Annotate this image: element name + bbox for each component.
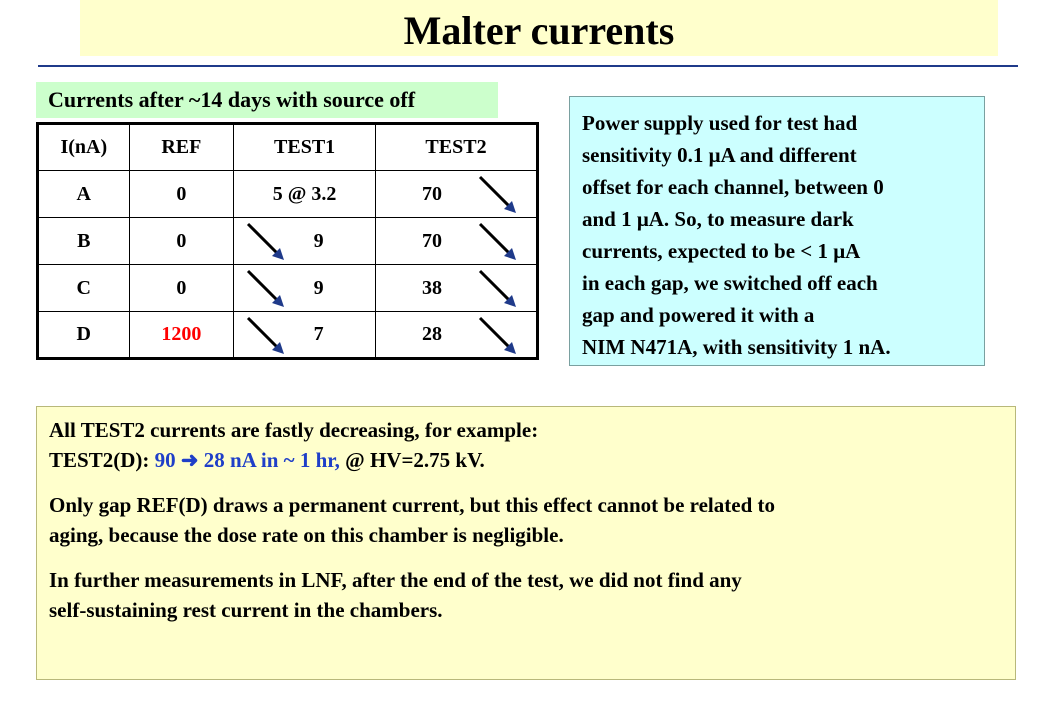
- test2-value: 38: [422, 276, 442, 299]
- info-line: currents, expected to be < 1 μA: [582, 239, 861, 263]
- test2-value: 70: [422, 182, 442, 205]
- table-row-d: [38, 312, 538, 359]
- ref-cell: 0: [129, 171, 234, 218]
- ref-cell: 0: [129, 218, 234, 265]
- table-row-b: [38, 218, 538, 265]
- test1-value: 9: [313, 229, 324, 252]
- header-cell-test1: TEST1: [234, 124, 376, 171]
- test1-value: 7: [313, 323, 324, 345]
- test1-cell: [234, 218, 376, 265]
- example-prefix: TEST2(D):: [49, 448, 155, 472]
- test2-cell: [376, 218, 538, 265]
- decrease-arrow-icon: [476, 220, 520, 264]
- decrease-arrow-icon: [476, 173, 520, 217]
- decrease-arrow-icon: [244, 314, 288, 358]
- test1-cell: [234, 265, 376, 312]
- currents-table: [36, 122, 539, 360]
- ref-cell-high: 1200: [129, 312, 234, 359]
- gap-cell: C: [38, 265, 130, 312]
- header-cell-test2: TEST2: [376, 124, 538, 171]
- decrease-arrow-icon: [244, 220, 288, 264]
- right-arrow-icon: ➜: [180, 448, 199, 472]
- example-start-value: 90: [154, 448, 181, 472]
- test2-value: 28: [422, 323, 442, 345]
- test2-cell: [376, 171, 538, 218]
- info-line: sensitivity 0.1 μA and different: [582, 143, 857, 167]
- note-line: self-sustaining rest current in the chambers.: [49, 598, 443, 622]
- spacer: [49, 550, 1005, 565]
- table-row-a: [38, 171, 538, 218]
- note-line: In further measurements in LNF, after the end of the test, we did not find any: [49, 568, 742, 592]
- test1-value: 9: [313, 276, 324, 299]
- test1-cell: [234, 171, 376, 218]
- test2-cell: [376, 312, 538, 359]
- info-line: in each gap, we switched off each: [582, 271, 878, 295]
- notes-box: [36, 406, 1016, 680]
- table-header-row: [38, 124, 538, 171]
- power-supply-info-box: [569, 96, 985, 366]
- note-line: aging, because the dose rate on this chamber is negligible.: [49, 523, 564, 547]
- page-title: Malter currents: [403, 8, 675, 53]
- test1-cell: [234, 312, 376, 359]
- info-line: and 1 μA. So, to measure dark: [582, 207, 854, 231]
- note-line-example: [49, 445, 1005, 475]
- gap-cell: D: [38, 312, 130, 359]
- spacer: [49, 475, 1005, 490]
- info-line: offset for each channel, between 0: [582, 175, 884, 199]
- gap-cell: A: [38, 171, 130, 218]
- header-cell-gap: I(nA): [38, 124, 130, 171]
- gap-cell: B: [38, 218, 130, 265]
- test2-value: 70: [422, 229, 442, 252]
- test2-cell: [376, 265, 538, 312]
- info-line: gap and powered it with a: [582, 303, 815, 327]
- info-line: NIM N471A, with sensitivity 1 nA.: [582, 335, 891, 359]
- test1-value: 5 @ 3.2: [272, 182, 337, 205]
- info-line: Power supply used for test had: [582, 111, 858, 135]
- example-suffix: @ HV=2.75 kV.: [339, 448, 485, 472]
- title-divider: [38, 65, 1018, 67]
- title-bar: [80, 0, 998, 56]
- note-line: Only gap REF(D) draws a permanent current, but this effect cannot be related to: [49, 493, 775, 517]
- decrease-arrow-icon: [476, 267, 520, 311]
- decrease-arrow-icon: [476, 314, 520, 358]
- table-row-c: [38, 265, 538, 312]
- ref-cell: 0: [129, 265, 234, 312]
- example-end-value: 28 nA in ~ 1 hr,: [198, 448, 340, 472]
- table-caption: Currents after ~14 days with source off: [36, 82, 498, 118]
- decrease-arrow-icon: [244, 267, 288, 311]
- header-cell-ref: REF: [129, 124, 234, 171]
- note-line-intro: All TEST2 currents are fastly decreasing, for example:: [49, 418, 539, 442]
